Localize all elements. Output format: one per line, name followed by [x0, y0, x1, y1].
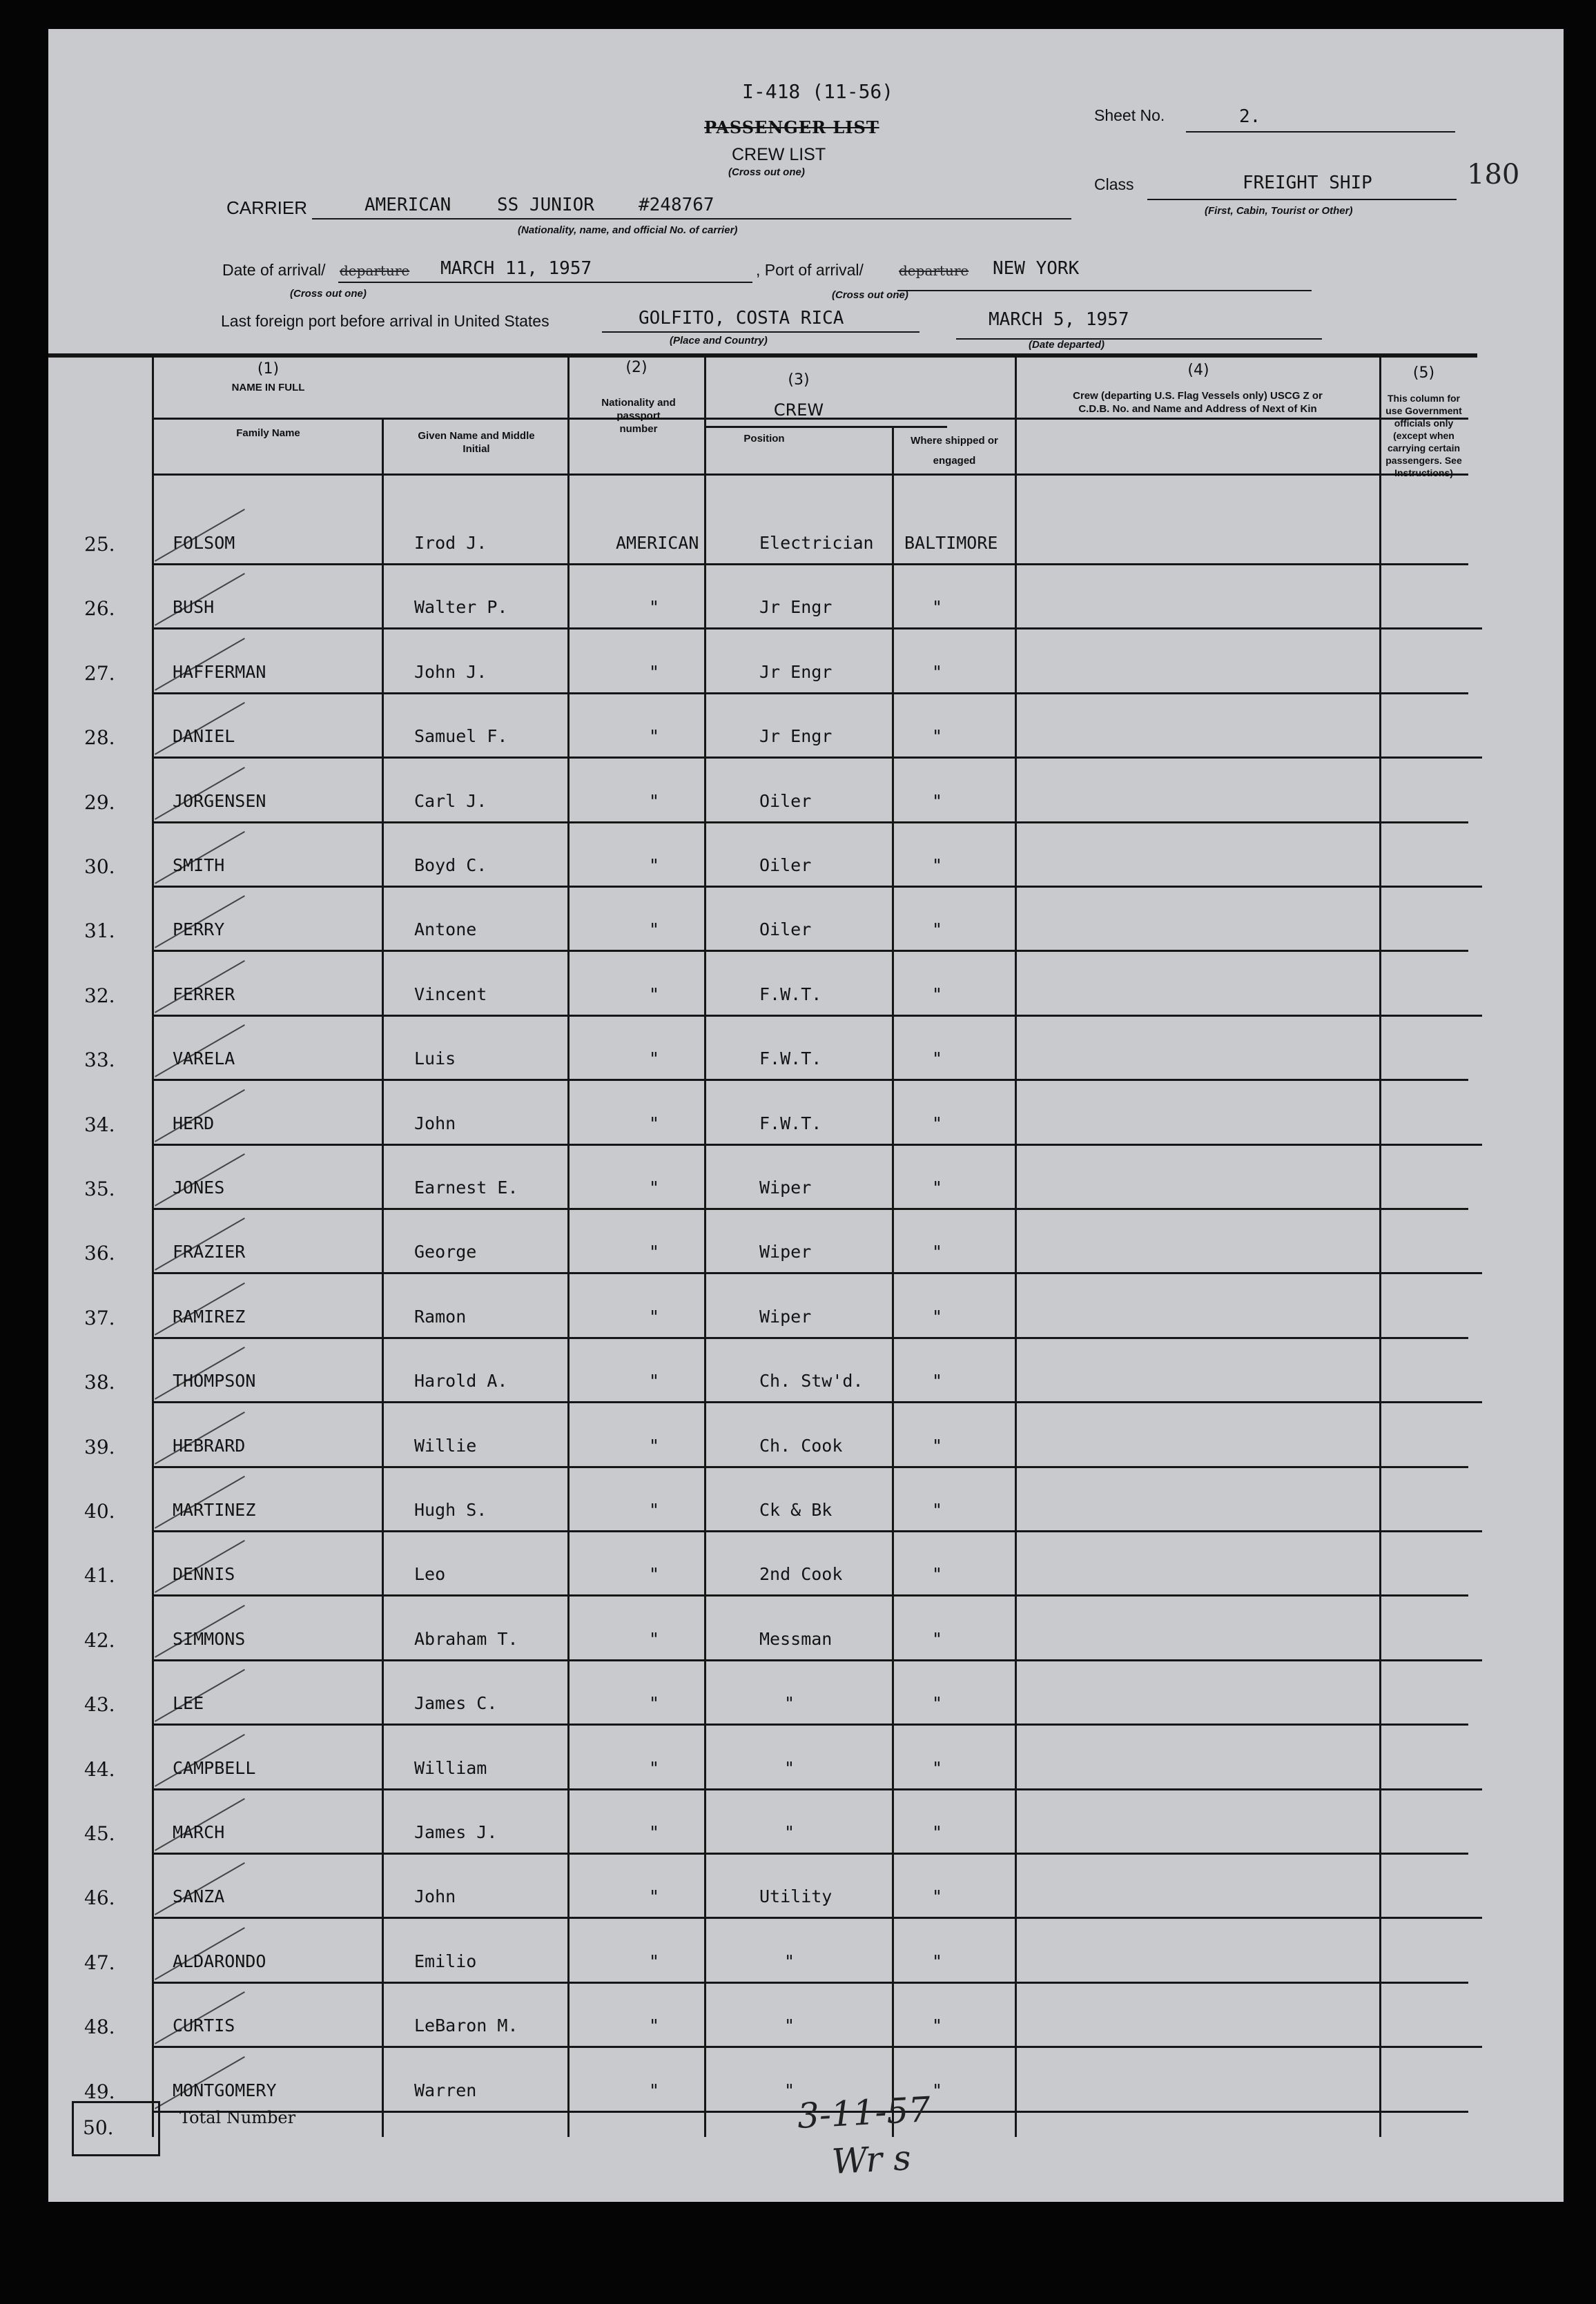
- where-shipped: ": [932, 919, 943, 939]
- row-number: 38.: [84, 1371, 115, 1394]
- port-label: , Port of arrival/: [756, 261, 864, 279]
- row-number: 39.: [84, 1436, 115, 1458]
- struck-title: PASSENGER LIST: [704, 117, 879, 137]
- nationality: ": [649, 1886, 660, 1906]
- row-number: 47.: [84, 1951, 115, 1974]
- row-number: 31.: [84, 919, 115, 942]
- family-name: SIMMONS: [173, 1629, 246, 1649]
- nationality: ": [649, 597, 660, 617]
- where-shipped: ": [932, 855, 943, 875]
- nationality: ": [649, 791, 660, 811]
- given-name: John J.: [414, 662, 487, 682]
- nationality: ": [649, 1564, 660, 1584]
- family-name: THOMPSON: [173, 1371, 256, 1391]
- family-name: MONTGOMERY: [173, 2080, 277, 2100]
- row-rule: [153, 821, 1468, 823]
- position: Wiper: [759, 1242, 812, 1262]
- position: Oiler: [759, 855, 812, 875]
- where-shipped: ": [932, 1629, 943, 1649]
- where-shipped: ": [932, 1371, 943, 1391]
- where-shipped: ": [932, 1886, 943, 1906]
- sheet-number: 2.: [1239, 106, 1261, 127]
- last-port-label: Last foreign port before arrival in United States: [221, 312, 549, 330]
- position: Oiler: [759, 791, 812, 811]
- where-shipped: ": [932, 2080, 943, 2100]
- position: Oiler: [759, 919, 812, 939]
- family-name: PERRY: [173, 919, 225, 939]
- where-shipped: ": [932, 2015, 943, 2035]
- col4-title: Crew (departing U.S. Flag Vessels only) USCG Z or C.D.B. No. and Name and Address of Next of Kin: [1073, 390, 1323, 415]
- carrier-label: CARRIER: [226, 197, 308, 218]
- family-name: FERRER: [173, 984, 235, 1004]
- family-name: JORGENSEN: [173, 791, 266, 811]
- position: Ch. Cook: [759, 1436, 843, 1456]
- position: F.W.T.: [759, 984, 822, 1004]
- family-name: CAMPBELL: [173, 1758, 256, 1778]
- row-rule: [153, 1015, 1482, 1017]
- row-number: 34.: [84, 1113, 115, 1136]
- given-name: George: [414, 1242, 477, 1262]
- position: Electrician: [759, 533, 874, 553]
- arrival-struck: departure: [340, 262, 410, 279]
- col3-where-header: Where shipped or engaged: [911, 435, 998, 467]
- col3-title: CREW: [773, 400, 824, 420]
- position: ": [784, 2015, 795, 2035]
- given-name: Samuel F.: [414, 726, 508, 746]
- last-port-value: GOLFITO, COSTA RICA: [639, 308, 844, 329]
- row-number: 37.: [84, 1307, 115, 1329]
- where-shipped: ": [932, 791, 943, 811]
- departed-value: MARCH 5, 1957: [989, 309, 1129, 330]
- row-rule: [153, 1594, 1468, 1597]
- given-name: Luis: [414, 1048, 456, 1068]
- position: F.W.T.: [759, 1048, 822, 1068]
- position: Jr Engr: [759, 597, 833, 617]
- where-shipped: ": [932, 1178, 943, 1198]
- position: Wiper: [759, 1178, 812, 1198]
- nationality: ": [649, 1436, 660, 1456]
- family-name: DENNIS: [173, 1564, 235, 1584]
- given-name: Emilio: [414, 1951, 477, 1971]
- row-number: 48.: [84, 2015, 115, 2038]
- document-page: [48, 29, 1564, 2202]
- nationality: ": [649, 1113, 660, 1133]
- where-shipped: ": [932, 1113, 943, 1133]
- last-port-note: (Place and Country): [670, 335, 768, 346]
- row-number: 49.: [84, 2080, 115, 2103]
- where-shipped: ": [932, 1500, 943, 1520]
- given-name: Harold A.: [414, 1371, 508, 1391]
- row-rule: [153, 1401, 1482, 1403]
- row-number: 43.: [84, 1693, 115, 1716]
- nationality: ": [649, 984, 660, 1004]
- where-shipped: ": [932, 1758, 943, 1778]
- row-number: 45.: [84, 1822, 115, 1845]
- nationality: ": [649, 855, 660, 875]
- given-name: Boyd C.: [414, 855, 487, 875]
- position: 2nd Cook: [759, 1564, 843, 1584]
- position: ": [784, 2080, 795, 2100]
- row-rule: [153, 2046, 1482, 2048]
- position: ": [784, 1951, 795, 1971]
- given-name: Irod J.: [414, 533, 487, 553]
- row-rule: [153, 1853, 1468, 1855]
- row-rule: [153, 627, 1482, 629]
- port-note: (Cross out one): [832, 289, 908, 301]
- nationality: ": [649, 662, 660, 682]
- carrier-name: SS JUNIOR: [497, 195, 594, 215]
- col1-number: (1): [257, 360, 280, 378]
- port-value: NEW YORK: [993, 258, 1080, 279]
- position: Ch. Stw'd.: [759, 1371, 864, 1391]
- family-name: BUSH: [173, 597, 215, 617]
- page-number: 180: [1467, 159, 1520, 191]
- where-shipped: ": [932, 662, 943, 682]
- where-shipped: ": [932, 984, 943, 1004]
- where-shipped: ": [932, 1951, 943, 1971]
- family-name: FOLSOM: [173, 533, 235, 553]
- given-name: Abraham T.: [414, 1629, 518, 1649]
- family-name: LEE: [173, 1693, 204, 1713]
- position: Wiper: [759, 1307, 812, 1327]
- form-number: I-418 (11-56): [742, 80, 894, 103]
- carrier-number: #248767: [639, 195, 714, 215]
- given-name: Leo: [414, 1564, 446, 1584]
- row-number: 42.: [84, 1629, 115, 1652]
- given-name: James J.: [414, 1822, 498, 1842]
- family-name: SANZA: [173, 1886, 225, 1906]
- position: Messman: [759, 1629, 833, 1649]
- nationality: ": [649, 1951, 660, 1971]
- family-name: MARCH: [173, 1822, 225, 1842]
- family-name: ALDARONDO: [173, 1951, 266, 1971]
- family-name: FRAZIER: [173, 1242, 246, 1262]
- row-rule: [153, 563, 1468, 565]
- position: ": [784, 1693, 795, 1713]
- class-value: FREIGHT SHIP: [1243, 173, 1372, 193]
- nationality: ": [649, 1307, 660, 1327]
- row-number: 30.: [84, 855, 115, 878]
- col4-number: (4): [1187, 362, 1209, 379]
- nationality: ": [649, 919, 660, 939]
- col1-family-header: Family Name: [236, 427, 300, 439]
- row-number: 40.: [84, 1500, 115, 1523]
- position: F.W.T.: [759, 1113, 822, 1133]
- family-name: MARTINEZ: [173, 1500, 256, 1520]
- given-name: James C.: [414, 1693, 498, 1713]
- where-shipped: ": [932, 1242, 943, 1262]
- col3-number: (3): [788, 371, 810, 389]
- carrier-nationality: AMERICAN: [364, 195, 451, 215]
- nationality: ": [649, 2080, 660, 2100]
- row-number: 28.: [84, 726, 115, 749]
- given-name: Willie: [414, 1436, 477, 1456]
- given-name: Antone: [414, 919, 477, 939]
- nationality: ": [649, 726, 660, 746]
- where-shipped: ": [932, 1822, 943, 1842]
- sheet-label: Sheet No.: [1094, 106, 1165, 124]
- given-name: Walter P.: [414, 597, 508, 617]
- row-number: 25.: [84, 533, 115, 556]
- row-rule: [153, 692, 1468, 694]
- position: Ck & Bk: [759, 1500, 833, 1520]
- row-rule: [153, 1530, 1482, 1532]
- col1-given-header: Given Name and Middle Initial: [418, 430, 535, 455]
- row-rule: [153, 1659, 1482, 1661]
- row-rule: [153, 886, 1482, 888]
- given-name: William: [414, 1758, 487, 1778]
- family-name: SMITH: [173, 855, 225, 875]
- where-shipped: ": [932, 1693, 943, 1713]
- row-rule: [153, 1337, 1468, 1339]
- given-name: Hugh S.: [414, 1500, 487, 1520]
- col1-title: NAME IN FULL: [231, 382, 305, 393]
- family-name: CURTIS: [173, 2015, 235, 2035]
- nationality: ": [649, 1242, 660, 1262]
- row-rule: [153, 1144, 1482, 1146]
- where-shipped: ": [932, 1564, 943, 1584]
- position: Jr Engr: [759, 726, 833, 746]
- row-number: 44.: [84, 1758, 115, 1781]
- nationality: ": [649, 1693, 660, 1713]
- row-number: 27.: [84, 662, 115, 685]
- row-number: 35.: [84, 1178, 115, 1200]
- nationality: ": [649, 2015, 660, 2035]
- given-name: LeBaron M.: [414, 2015, 518, 2035]
- family-name: HAFFERMAN: [173, 662, 266, 682]
- given-name: Earnest E.: [414, 1178, 518, 1198]
- title-note: (Cross out one): [728, 166, 805, 178]
- row-rule: [153, 1079, 1468, 1081]
- row-rule: [153, 1466, 1468, 1468]
- given-name: Ramon: [414, 1307, 467, 1327]
- row-rule: [153, 1272, 1482, 1274]
- position: ": [784, 1822, 795, 1842]
- handwritten-date: 3-11-57: [796, 2089, 932, 2137]
- port-struck: departure: [899, 262, 969, 279]
- nationality: ": [649, 1500, 660, 1520]
- nationality: AMERICAN: [616, 533, 699, 553]
- row-number: 29.: [84, 791, 115, 814]
- family-name: DANIEL: [173, 726, 235, 746]
- family-name: HEBRARD: [173, 1436, 246, 1456]
- row-number: 41.: [84, 1564, 115, 1587]
- arrival-label: Date of arrival/: [222, 261, 326, 279]
- family-name: RAMIREZ: [173, 1307, 246, 1327]
- col5-title: This column for use Government officials only (except when carrying certain passengers. See Instructions): [1385, 393, 1462, 478]
- row-number: 33.: [84, 1048, 115, 1071]
- class-label: Class: [1094, 175, 1134, 193]
- row-rule: [153, 1788, 1482, 1790]
- col2-title: Nationality and passport number: [601, 397, 676, 435]
- position: ": [784, 1758, 795, 1778]
- col2-number: (2): [625, 359, 648, 376]
- nationality: ": [649, 1178, 660, 1198]
- nationality: ": [649, 1371, 660, 1391]
- row-number: 32.: [84, 984, 115, 1007]
- handwritten-initials: Wr s: [830, 2138, 913, 2182]
- row-number: 36.: [84, 1242, 115, 1265]
- col3-position-header: Position: [743, 433, 785, 445]
- given-name: John: [414, 1113, 456, 1133]
- class-note: (First, Cabin, Tourist or Other): [1205, 205, 1353, 217]
- row-rule: [153, 1982, 1468, 1984]
- family-name: HERD: [173, 1113, 215, 1133]
- nationality: ": [649, 1629, 660, 1649]
- row-rule: [153, 1208, 1468, 1210]
- arrival-note: (Cross out one): [290, 288, 367, 300]
- form-title: CREW LIST: [732, 145, 826, 164]
- given-name: Vincent: [414, 984, 487, 1004]
- nationality: ": [649, 1822, 660, 1842]
- where-shipped: ": [932, 597, 943, 617]
- total-number-label: Total Number: [179, 2108, 296, 2127]
- given-name: Carl J.: [414, 791, 487, 811]
- position: Jr Engr: [759, 662, 833, 682]
- nationality: ": [649, 1048, 660, 1068]
- arrival-date: MARCH 11, 1957: [440, 258, 592, 279]
- row-rule: [153, 950, 1468, 952]
- where-shipped: BALTIMORE: [904, 533, 998, 553]
- where-shipped: ": [932, 1048, 943, 1068]
- row-rule: [153, 1917, 1482, 1919]
- where-shipped: ": [932, 726, 943, 746]
- row-number: 26.: [84, 597, 115, 620]
- row-rule: [153, 1724, 1468, 1726]
- departed-note: (Date departed): [1029, 339, 1105, 351]
- where-shipped: ": [932, 1436, 943, 1456]
- family-name: JONES: [173, 1178, 225, 1198]
- row-number: 46.: [84, 1886, 115, 1909]
- carrier-note: (Nationality, name, and official No. of carrier): [518, 224, 738, 236]
- nationality: ": [649, 1758, 660, 1778]
- family-name: VARELA: [173, 1048, 235, 1068]
- where-shipped: ": [932, 1307, 943, 1327]
- given-name: Warren: [414, 2080, 477, 2100]
- col5-number: (5): [1412, 364, 1435, 382]
- position: Utility: [759, 1886, 833, 1906]
- row-rule: [153, 756, 1482, 759]
- given-name: John: [414, 1886, 456, 1906]
- total-number-value: 50.: [83, 2116, 114, 2139]
